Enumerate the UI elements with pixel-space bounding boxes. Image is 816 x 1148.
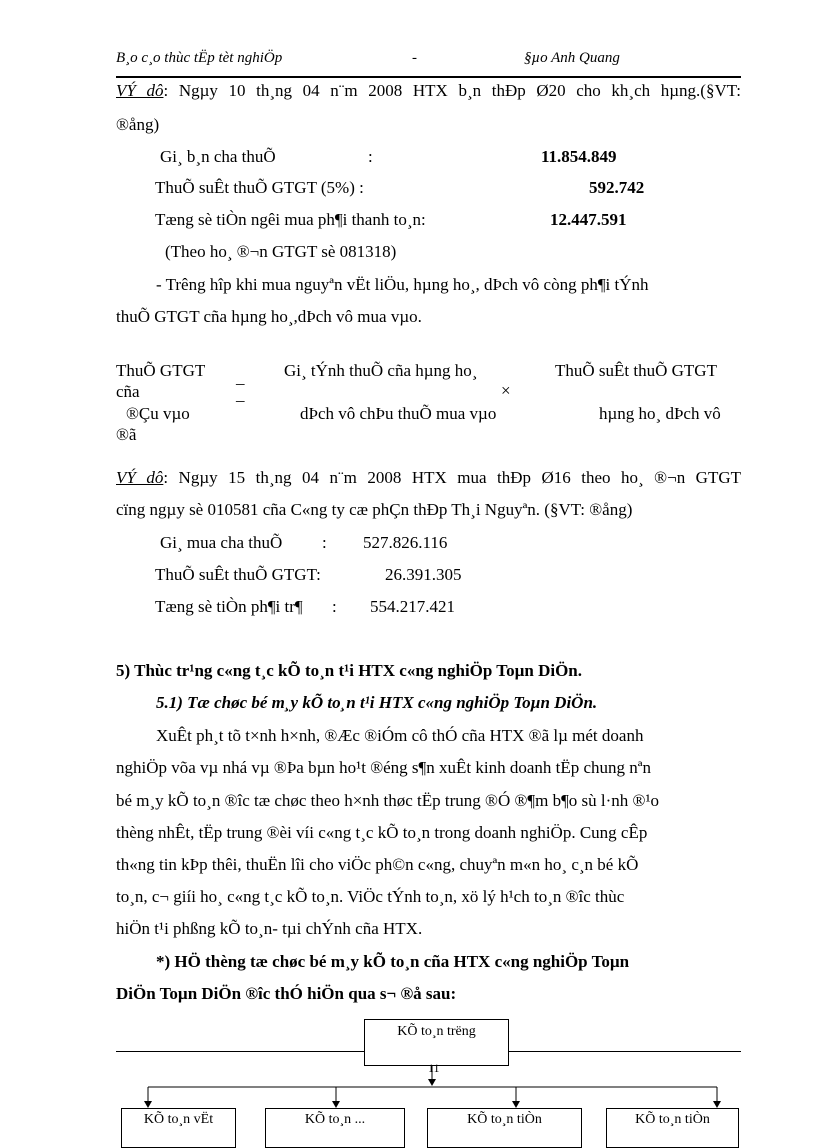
- formula-term3-line1: ThuÕ suÊt thuÕ GTGT: [555, 361, 717, 380]
- example1-row3-label: Tæng sè tiÒn ngêi mua ph¶i thanh to¸n:: [155, 210, 426, 229]
- section5-heading: 5) Thùc tr¹ng c«ng t¸c kÕ to¸n t¹i HTX c«ng nghiÖp Toµn DiÖn.: [116, 661, 583, 680]
- example2-row2-value: 26.391.305: [385, 565, 462, 584]
- org-chart-child-box-4: [606, 1108, 739, 1148]
- example1-row2-label: ThuÕ suÊt thuÕ GTGT (5%) :: [155, 178, 364, 197]
- formula-term3-line2: hµng ho¸ dÞch vô: [599, 404, 721, 423]
- example2-row3-sep: :: [332, 597, 337, 616]
- org-chart-child-label-2: KÕ to¸n ...: [304, 1112, 366, 1127]
- example2-row2-label: ThuÕ suÊt thuÕ GTGT:: [155, 565, 321, 584]
- header-right: §µo Anh Quang: [524, 50, 620, 66]
- org-chart-child-box-1: [121, 1108, 236, 1148]
- example2-row3-label: Tæng sè tiÒn ph¶i tr¶: [155, 597, 303, 616]
- formula-term1-line4: ®ã: [116, 425, 137, 444]
- org-chart-child-box-2: [265, 1108, 405, 1148]
- section5-subheading: 5.1) Tæ chøc bé m¸y kÕ to¸n t¹i HTX c«ng nghiÖp Toµn DiÖn.: [156, 693, 598, 712]
- org-chart-child-label-1: KÕ to¸n vËt: [143, 1112, 214, 1127]
- example2-text: : Ngµy 15 th¸ng 04 n¨m 2008 HTX mua thÐp Ø16 theo ho¸ ®¬n GTGT: [163, 468, 742, 487]
- section5-para-line3: bé m¸y kÕ to¸n ®îc tæ chøc theo h×nh thøc tËp trung ®Ó ®¶m b¶o sù l·nh ®¹o: [116, 791, 660, 810]
- example1-text: : Ngµy 10 th¸ng 04 n¨m 2008 HTX b¸n thÐp Ø20 cho kh¸ch hµng.(§VT:: [163, 81, 741, 100]
- example1-invoice-note: (Theo ho¸ ®¬n GTGT sè 081318): [165, 242, 397, 261]
- example2-line2: cïng ngµy sè 010581 cña C«ng ty cæ phÇn thÐp Th¸i Nguyªn. (§VT: ®ång): [116, 500, 633, 519]
- section5-para-line1: XuÊt ph¸t tõ t×nh h×nh, ®Æc ®iÓm cô thÓ cña HTX ®ã lµ mét doanh: [156, 726, 644, 745]
- formula-term2-line2: dÞch vô chÞu thuÕ mua vµo: [300, 404, 497, 423]
- example1-row1-label: Gi¸ b¸n cha thuÕ: [160, 147, 276, 166]
- example2-label: VÝ dô: [116, 468, 164, 487]
- org-chart-child-label-3: KÕ to¸n tiÒn: [467, 1112, 542, 1127]
- example2-row1-sep: :: [322, 533, 327, 552]
- formula-times: ×: [501, 381, 511, 400]
- example2-row1-value: 527.826.116: [363, 533, 448, 552]
- section5-para-line5: th«ng tin kÞp thêi, thuËn lîi cho viÖc ph©n c«ng, chuyªn m«n ho¸ c¸n bé kÕ: [116, 855, 639, 874]
- formula-term1-line3: ®Çu vµo: [126, 404, 190, 423]
- formula-equals-bottom: _: [236, 385, 245, 404]
- purchase-line2: thuÕ GTGT cña hµng ho¸,dÞch vô mua vµo.: [116, 307, 422, 326]
- section5-system-line1: *) HÖ thèng tæ chøc bé m¸y kÕ to¸n cña HTX c«ng nghiÖp Toµn: [156, 952, 630, 971]
- org-chart-child-box-3: [427, 1108, 582, 1148]
- org-chart-top-label: KÕ to¸n trëng: [397, 1024, 476, 1039]
- example2-row1-label: Gi¸ mua cha thuÕ: [160, 533, 283, 552]
- formula-term2-line1: Gi¸ tÝnh thuÕ cña hµng ho¸: [284, 361, 478, 380]
- section5-para-line6: to¸n, c¬ giíi ho¸ c«ng t¸c kÕ to¸n. ViÖc tÝnh to¸n, xö lý h¹ch to¸n ®îc thùc: [116, 887, 625, 906]
- example1-label: VÝ dô: [116, 81, 164, 100]
- header-dash: -: [412, 50, 417, 66]
- formula-term1-line2: cña: [116, 382, 140, 401]
- example1-row3-value: 12.447.591: [550, 210, 627, 229]
- org-chart-child-label-4: KÕ to¸n tiÒn: [635, 1112, 710, 1127]
- purchase-line1: - Trêng hîp khi mua nguyªn vËt liÖu, hµng ho¸, dÞch vô còng ph¶i tÝnh: [156, 275, 649, 294]
- example2-row3-value: 554.217.421: [370, 597, 455, 616]
- page-number: 11: [428, 1061, 440, 1075]
- example1-row2-value: 592.742: [589, 178, 645, 197]
- section5-para-line2: nghiÖp võa vµ nhá vµ ®Þa bµn ho¹t ®éng s¶n xuÊt kinh doanh tËp chung nªn: [116, 758, 651, 777]
- formula-term1-line1: ThuÕ GTGT: [116, 361, 206, 380]
- section5-para-line4: thèng nhÊt, tËp trung ®èi víi c«ng t¸c kÕ to¸n trong doanh nghiÖp. Cung cÊp: [116, 823, 648, 842]
- section5-para-line7: hiÖn t¹i phßng kÕ to¸n- tµi chÝnh cña HTX.: [116, 919, 423, 938]
- example1-row1-value: 11.854.849: [541, 147, 617, 166]
- formula-equals-top: _: [236, 368, 245, 387]
- section5-system-line2: DiÖn Toµn DiÖn ®îc thÓ hiÖn qua s¬ ®å sau:: [116, 984, 457, 1003]
- example1-row1-sep: :: [368, 147, 373, 166]
- header-left: B¸o c¸o thùc tËp tèt nghiÖp: [116, 50, 283, 66]
- example1-line2: ®ång): [116, 115, 160, 134]
